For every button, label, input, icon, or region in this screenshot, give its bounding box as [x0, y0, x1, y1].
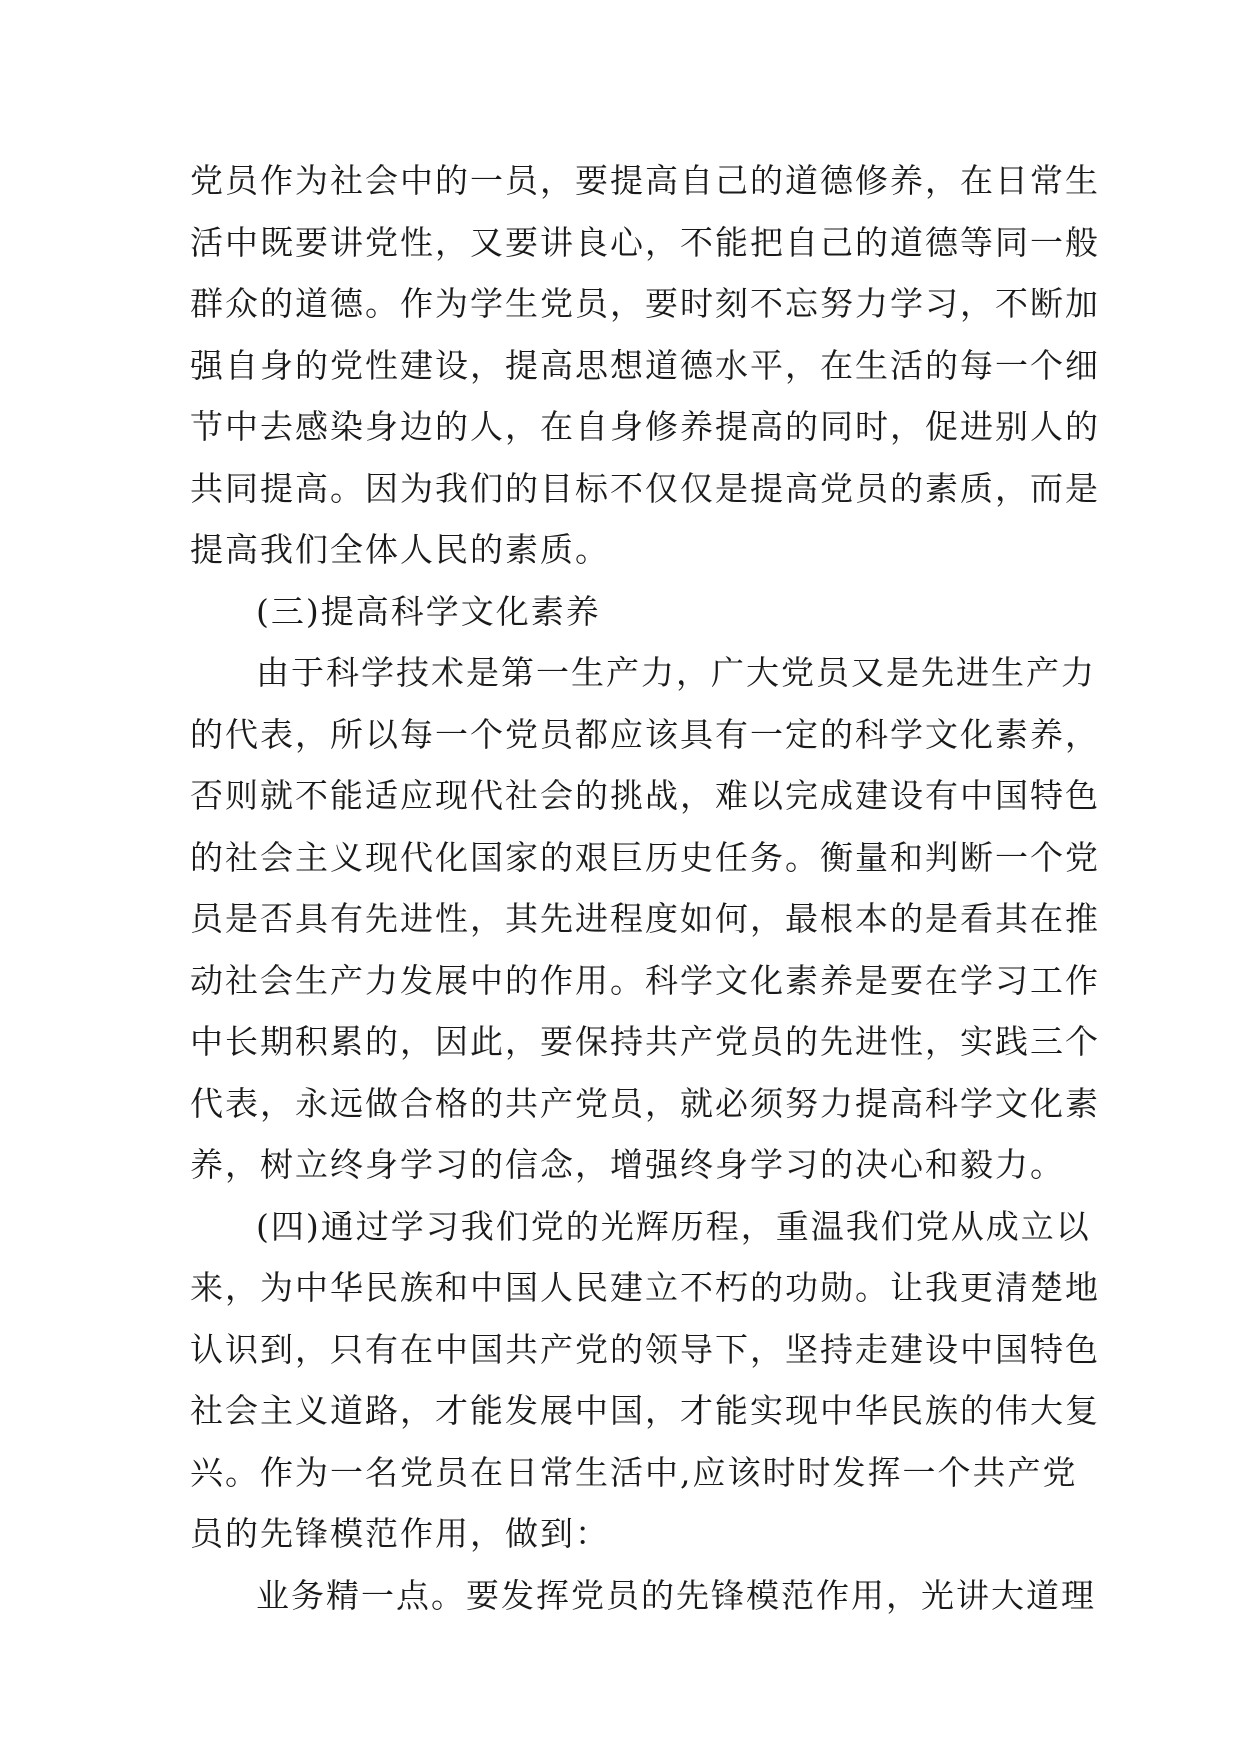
text-line: 中长期积累的，因此，要保持共产党员的先进性，实践三个 — [190, 1022, 1100, 1061]
text-line: 认识到，只有在中国共产党的领导下，坚持走建设中国特色 — [190, 1329, 1100, 1369]
text-line: 群众的道德。作为学生党员，要时刻不忘努力学习，不断加 — [190, 284, 1100, 323]
text-line: 养，树立终身学习的信念，增强终身学习的决心和毅力。 — [190, 1145, 1065, 1184]
text-line: 代表，永远做合格的共产党员，就必须努力提高科学文化素 — [190, 1083, 1100, 1123]
text-line: 的代表，所以每一个党员都应该具有一定的科学文化素养， — [190, 714, 1100, 754]
text-line: (三)提高科学文化素养 — [256, 591, 601, 631]
document-body-text — [190, 150, 1100, 1626]
text-line: (四)通过学习我们党的光辉历程，重温我们党从成立以 — [256, 1206, 1091, 1246]
text-line: 兴。作为一名党员在日常生活中,应该时时发挥一个共产党 — [190, 1452, 1078, 1492]
text-line: 党员作为社会中的一员，要提高自己的道德修养，在日常生 — [190, 161, 1100, 200]
text-line: 员的先锋模范作用，做到： — [190, 1514, 610, 1553]
text-line: 的社会主义现代化国家的艰巨历史任务。衡量和判断一个党 — [190, 837, 1100, 877]
text-line: 业务精一点。要发挥党员的先锋模范作用，光讲大道理 — [256, 1575, 1096, 1615]
text-line: 共同提高。因为我们的目标不仅仅是提高党员的素质，而是 — [190, 468, 1100, 508]
text-line: 动社会生产力发展中的作用。科学文化素养是要在学习工作 — [190, 960, 1100, 1000]
text-line: 由于科学技术是第一生产力，广大党员又是先进生产力 — [256, 653, 1096, 692]
text-line: 节中去感染身边的人，在自身修养提高的同时，促进别人的 — [190, 407, 1100, 446]
text-line: 员是否具有先进性，其先进程度如何，最根本的是看其在推 — [190, 899, 1100, 938]
text-line: 否则就不能适应现代社会的挑战，难以完成建设有中国特色 — [190, 776, 1100, 815]
text-line: 强自身的党性建设，提高思想道德水平，在生活的每一个细 — [190, 345, 1100, 385]
text-line: 社会主义道路，才能发展中国，才能实现中华民族的伟大复 — [190, 1391, 1100, 1430]
text-line: 活中既要讲党性，又要讲良心，不能把自己的道德等同一般 — [190, 222, 1100, 262]
text-line: 提高我们全体人民的素质。 — [190, 530, 610, 569]
text-line: 来，为中华民族和中国人民建立不朽的功勋。让我更清楚地 — [190, 1268, 1100, 1307]
